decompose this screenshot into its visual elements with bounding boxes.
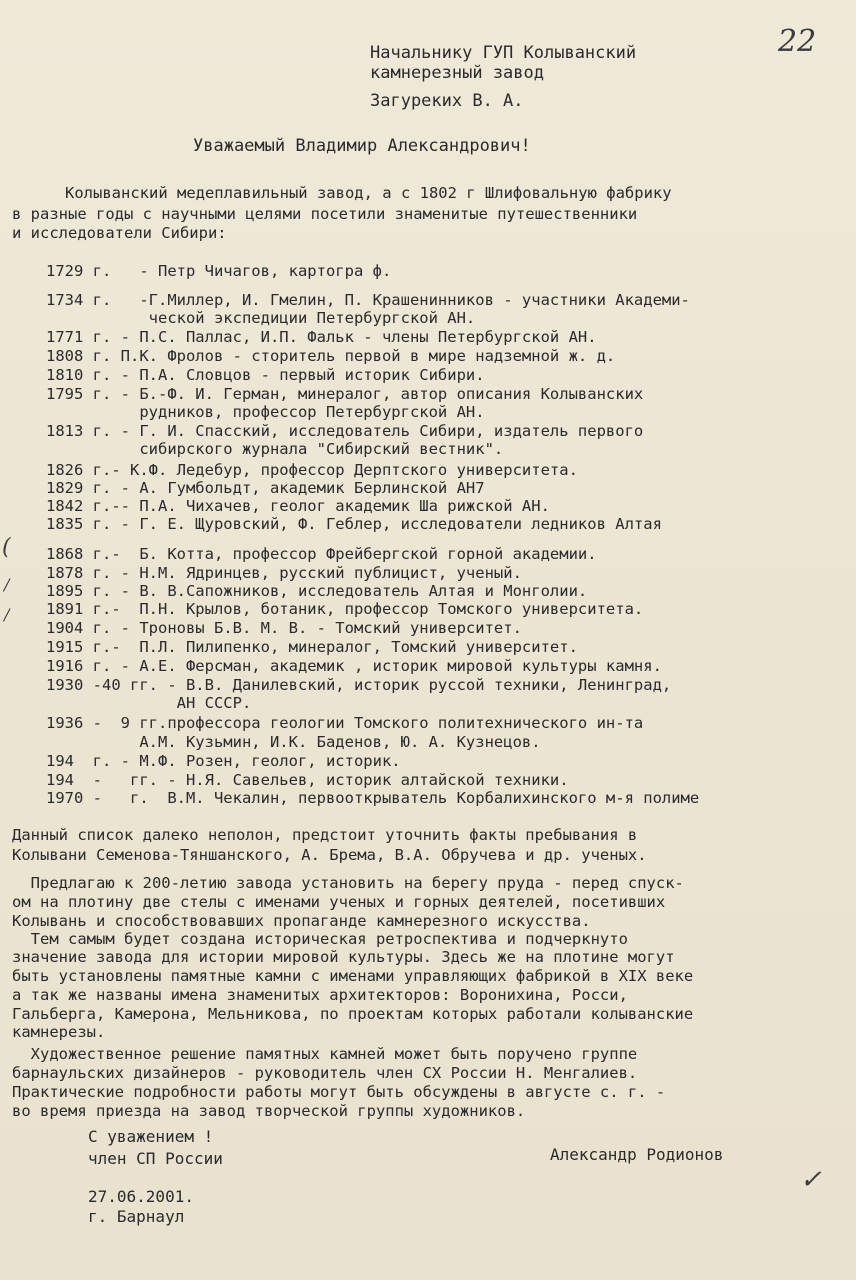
- list-item: 1810 г. - П.А. Словцов - первый историк Сибири.: [46, 366, 485, 384]
- list-item: АН СССР.: [46, 694, 252, 712]
- list-item: 1729 г. - Петр Чичагов, картогра ф.: [46, 262, 392, 280]
- body-line: Предлагаю к 200-летию завода установить на берегу пруда - перед спуск-: [12, 874, 684, 892]
- list-item: 1795 г. - Б.-Ф. И. Герман, минералог, автор описания Колыванских: [46, 385, 644, 403]
- list-item: 1826 г.- К.Ф. Ледебур, профессор Дерптского университета.: [46, 461, 578, 479]
- addressee-line-2: камнерезный завод: [370, 63, 544, 83]
- list-item: ческой экспедиции Петербургской АН.: [46, 309, 476, 327]
- list-item: 1936 - 9 гг.профессора геологии Томского политехнического ин-та: [46, 714, 644, 732]
- body-line: камнерезы.: [12, 1023, 106, 1041]
- list-item: 1916 г. - А.Е. Ферсман, академик , историк мировой культуры камня.: [46, 657, 662, 675]
- list-item: сибирского журнала "Сибирский вестник".: [46, 440, 504, 458]
- body-line: Колывани Семенова-Тяншанского, А. Брема, В.А. Обручева и др. ученых.: [12, 846, 647, 864]
- list-item: 1895 г. - В. В.Сапожников, исследователь Алтая и Монголии.: [46, 582, 588, 600]
- list-item: рудников, профессор Петербургской АН.: [46, 403, 485, 421]
- addressee-line-1: Начальнику ГУП Колыванский: [370, 43, 637, 63]
- list-item: 1808 г. П.К. Фролов - сторитель первой в мире надземной ж. д.: [46, 347, 616, 365]
- signature-name: Александр Родионов: [550, 1145, 724, 1164]
- list-item: 1915 г.- П.Л. Пилипенко, минералог, Томский университет.: [46, 638, 578, 656]
- margin-annotation: /: [4, 575, 10, 594]
- salutation: Уважаемый Владимир Александрович!: [193, 136, 531, 156]
- intro-line-2: в разные годы с научными целями посетили знаменитые путешественники: [12, 205, 638, 223]
- list-item: 1970 - г. В.М. Чекалин, первооткрыватель Корбалихинского м-я полиме: [46, 789, 700, 807]
- list-item: 1813 г. - Г. И. Спасский, исследователь Сибири, издатель первого: [46, 422, 644, 440]
- body-line: быть установлены памятные камни с именами управляющих фабрикой в XIX веке: [12, 967, 694, 985]
- list-item: 1835 г. - Г. Е. Щуровский, Ф. Геблер, исследователи ледников Алтая: [46, 515, 662, 533]
- closing-line-1: С уважением !: [88, 1127, 214, 1146]
- body-line: Данный список далеко неполон, предстоит уточнить факты пребывания в: [12, 826, 638, 844]
- body-line: а так же названы имена знаменитых архитекторов: Воронихина, Росси,: [12, 986, 628, 1004]
- list-item: 1829 г. - А. Гумбольдт, академик Берлинской АН7: [46, 479, 485, 497]
- list-item: 1842 г.-- П.А. Чихачев, геолог академик Ша рижской АН.: [46, 497, 550, 515]
- letter-date: 27.06.2001.: [88, 1187, 194, 1206]
- body-line: барнаульских дизайнеров - руководитель член СХ России Н. Менгалиев.: [12, 1064, 638, 1082]
- list-item: 194 г. - М.Ф. Розен, геолог, историк.: [46, 752, 401, 770]
- intro-line-1: Колыванский медеплавильный завод, а с 1802 г Шлифовальную фабрику: [65, 184, 672, 202]
- list-item: А.М. Кузьмин, И.К. Баденов, Ю. А. Кузнецов.: [46, 733, 541, 751]
- body-line: Колывань и способствовавших пропаганде камнерезного искусства.: [12, 912, 591, 930]
- letter-place: г. Барнаул: [88, 1207, 185, 1226]
- body-line: Художественное решение памятных камней может быть поручено группе: [12, 1045, 638, 1063]
- list-item: 1930 -40 гг. - В.В. Данилевский, историк руссой техники, Ленинград,: [46, 676, 672, 694]
- list-item: 1734 г. -Г.Миллер, И. Гмелин, П. Крашенинников - участники Академи-: [46, 291, 690, 309]
- body-line: ом на плотину две стелы с именами ученых и горных деятелей, посетивших: [12, 893, 666, 911]
- body-line: во время приезда на завод творческой группы художников.: [12, 1102, 526, 1120]
- list-item: 1904 г. - Троновы Б.В. М. В. - Томский университет.: [46, 619, 522, 637]
- body-line: Тем самым будет создана историческая ретроспектива и подчеркнуто: [12, 930, 628, 948]
- handwritten-signature: ✓: [800, 1165, 822, 1195]
- list-item: 1878 г. - Н.М. Ядринцев, русский публицист, ученый.: [46, 564, 522, 582]
- margin-annotation: (: [2, 535, 11, 560]
- closing-line-2: член СП России: [88, 1149, 223, 1168]
- body-line: Практические подробности работы могут быть обсуждены в августе с. г. -: [12, 1083, 666, 1101]
- body-line: Гальберга, Камерона, Мельникова, по проектам которых работали колыванские: [12, 1005, 694, 1023]
- list-item: 1771 г. - П.С. Паллас, И.П. Фальк - члены Петербургской АН.: [46, 328, 597, 346]
- intro-line-3: и исследователи Сибири:: [12, 224, 227, 242]
- folio-number: 22: [778, 24, 817, 59]
- body-line: значение завода для истории мировой культуры. Здесь же на плотине могут: [12, 948, 675, 966]
- list-item: 194 - гг. - Н.Я. Савельев, историк алтайской техники.: [46, 771, 569, 789]
- list-item: 1891 г.- П.Н. Крылов, ботаник, профессор Томского университета.: [46, 600, 644, 618]
- addressee-line-3: Загуреких В. А.: [370, 91, 524, 111]
- list-item: 1868 г.- Б. Котта, профессор Фрейбергской горной академии.: [46, 545, 597, 563]
- margin-annotation: /: [4, 605, 10, 624]
